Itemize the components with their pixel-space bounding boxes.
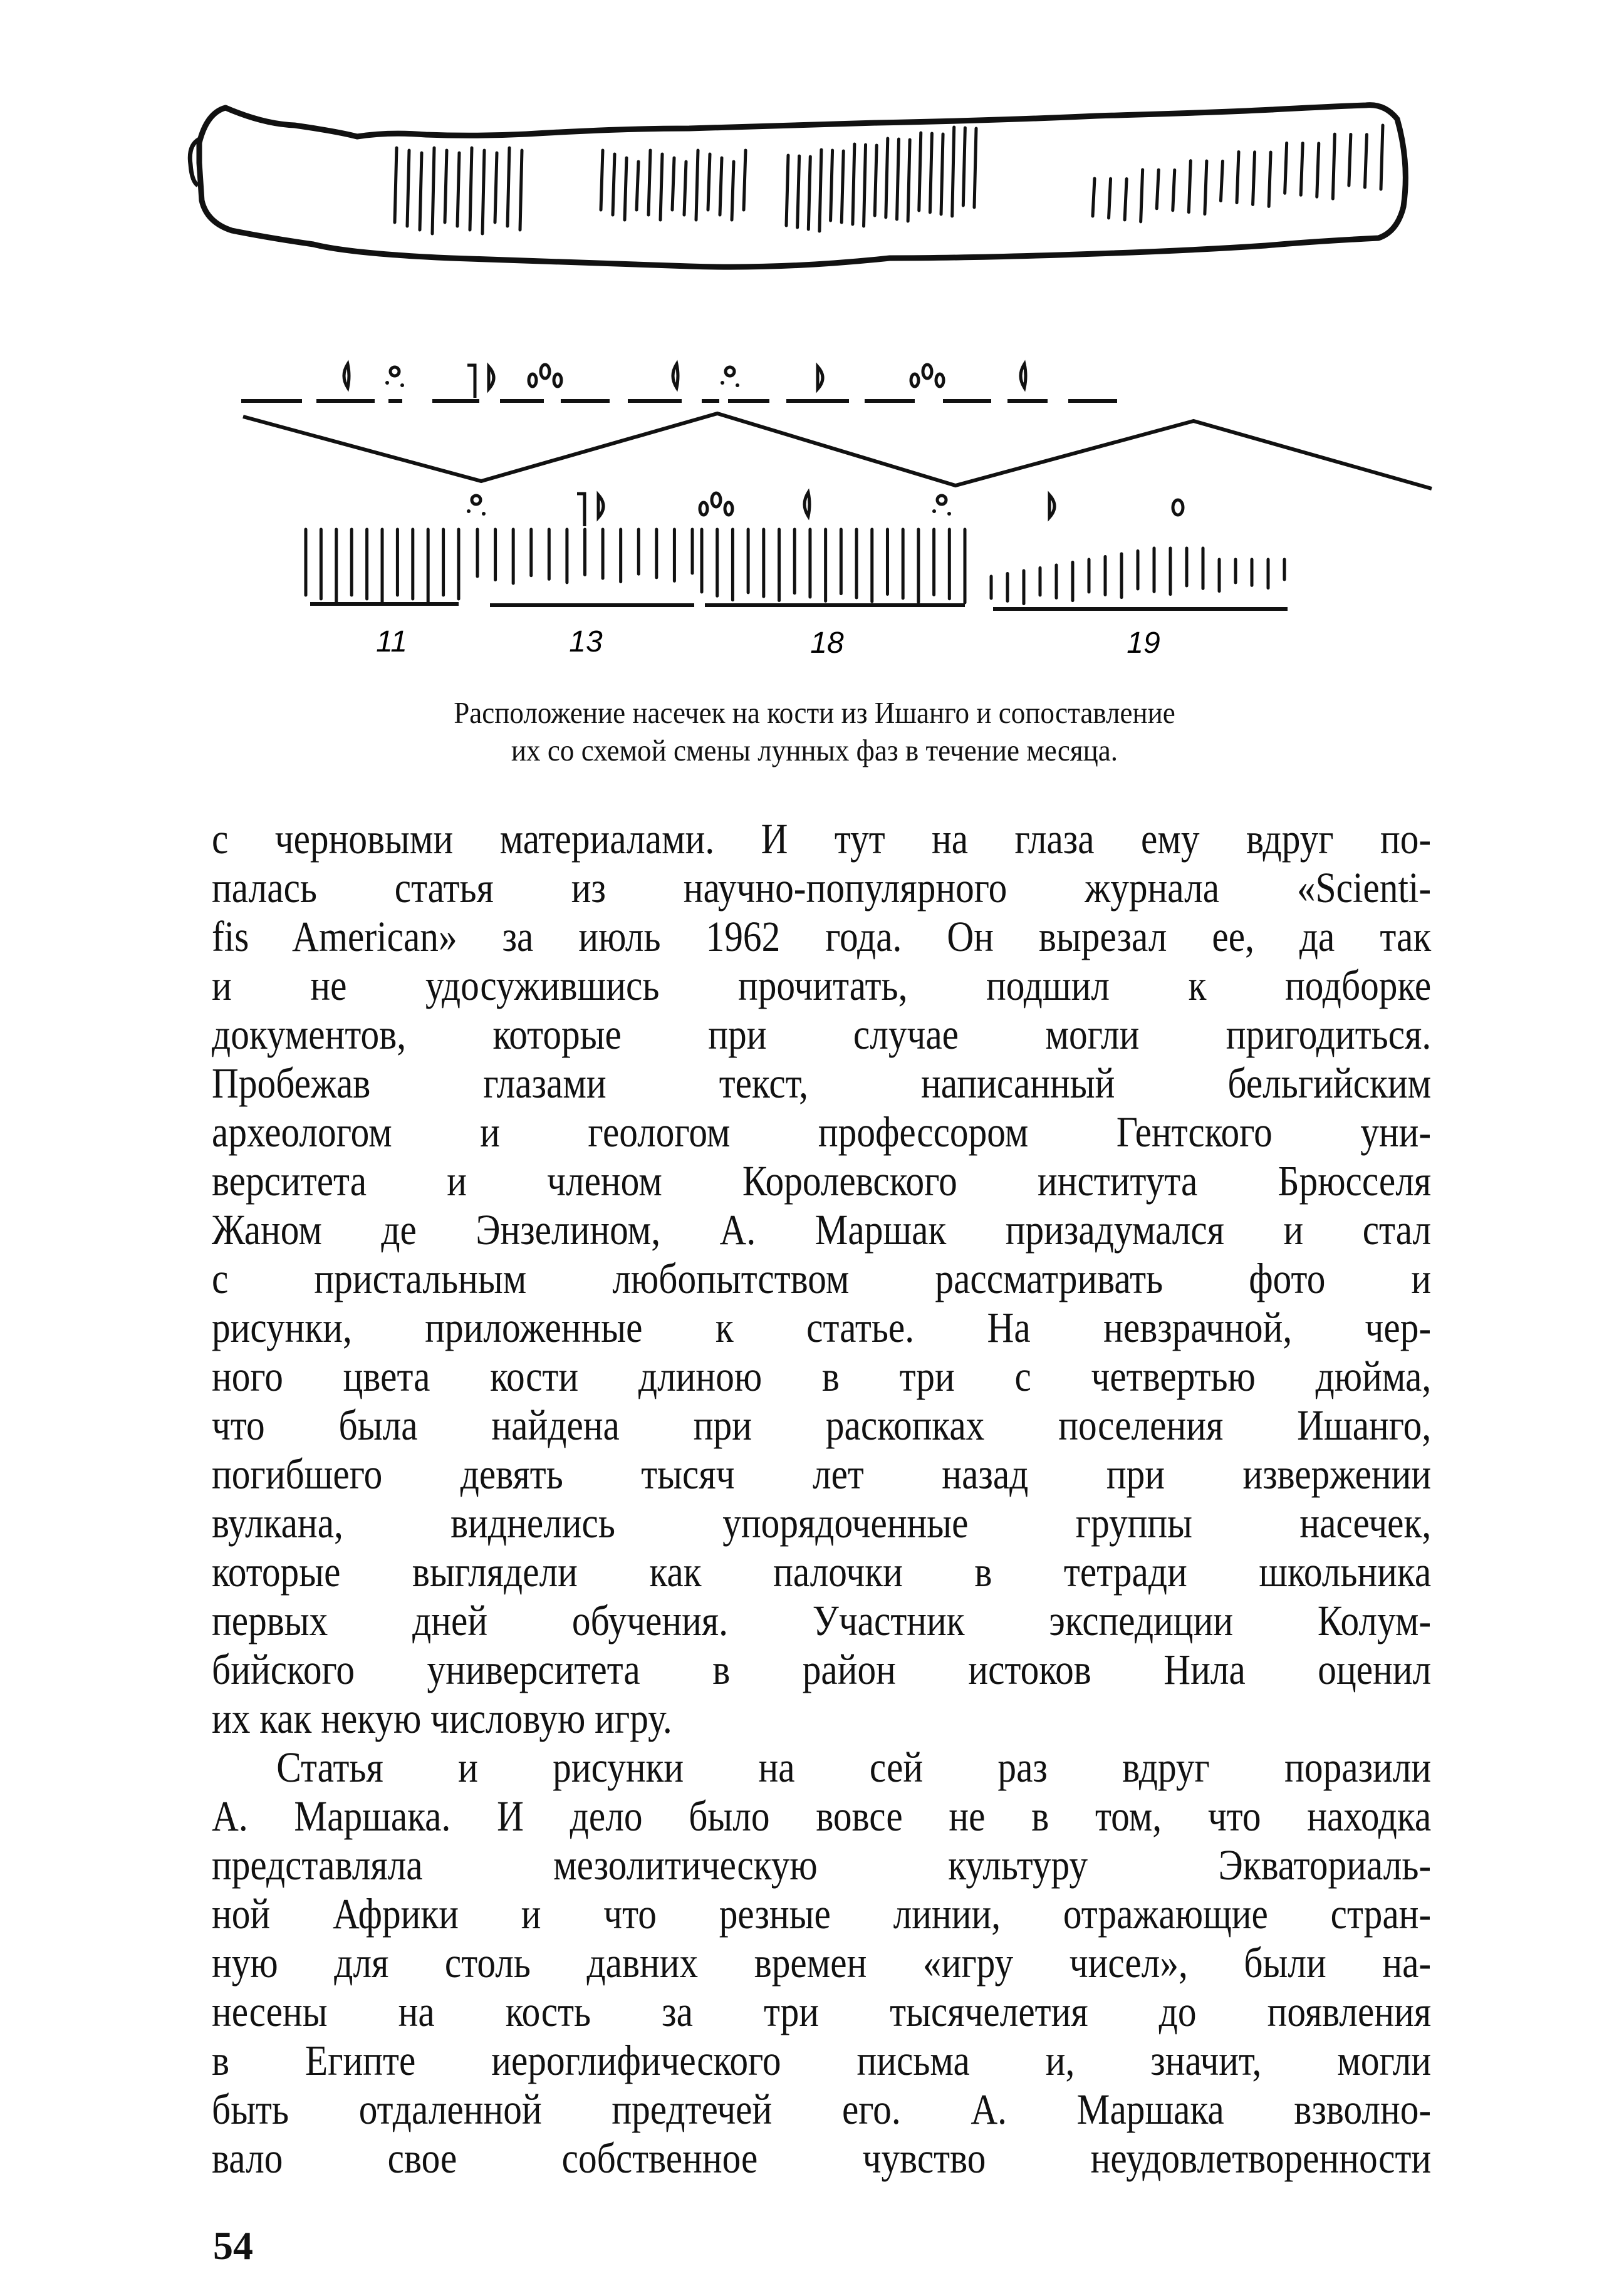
- full-moon-symbol: [911, 374, 919, 387]
- bone-notch: [1109, 179, 1111, 218]
- quarter-moon-symbol: [1049, 495, 1054, 517]
- body-line: которые выглядели как палочки в тетради школьника: [212, 1548, 1432, 1596]
- bone-notch: [1093, 179, 1095, 216]
- page-number: 54: [213, 2223, 253, 2268]
- bone-notch: [974, 128, 976, 207]
- bone-notch-groups: [395, 125, 1383, 234]
- bone-notch: [432, 148, 434, 234]
- full-moon-symbol: [923, 365, 932, 378]
- body-line: несены на кость за три тысячелетия до появления: [212, 1988, 1432, 2035]
- bone-notch: [445, 150, 447, 222]
- bone-notch: [508, 148, 509, 226]
- bone-notch: [1205, 161, 1207, 214]
- bone-notch: [1333, 134, 1335, 199]
- new-moon-dot: [385, 381, 389, 385]
- body-line: с пристальным любопытством рассматривать фото и: [212, 1255, 1432, 1302]
- body-line: археологом и геологом профессором Гентского уни-: [212, 1108, 1432, 1156]
- bone-notch: [660, 154, 662, 220]
- bone-notch: [886, 138, 888, 217]
- body-line: первых дней обучения. Участник экспедиции Колум-: [212, 1597, 1432, 1644]
- body-line: ной Африки и что резные линии, отражающие стран-: [212, 1890, 1432, 1938]
- body-line: Статья и рисунки на сей раз вдруг поразили: [276, 1743, 1432, 1791]
- bone-notch: [1253, 152, 1255, 205]
- body-line: их как некую числовую игру.: [212, 1695, 672, 1742]
- bone-notch: [875, 145, 877, 216]
- full-moon-symbol: [1173, 500, 1183, 515]
- bone-notch: [808, 157, 810, 229]
- bone-notch: [897, 139, 898, 219]
- body-line: вало свое собственное чувство неудовлетворенности: [212, 2134, 1432, 2182]
- body-line: рисунки, приложенные к статье. На невзрачной, чер-: [212, 1304, 1432, 1351]
- quarter-moon-symbol: [489, 366, 494, 389]
- body-line: с черновыми материалами. И тут на глаза ему вдруг по-: [212, 815, 1432, 863]
- ishango-bone-figure: [0, 0, 1624, 677]
- bone-outline: [199, 105, 1405, 267]
- lunar-phase-reference-line: [241, 364, 1117, 401]
- body-line: ного цвета кости длиною в три с четвертью дюйма,: [212, 1353, 1432, 1400]
- bone-notch: [864, 145, 866, 226]
- bone-notch: [1173, 170, 1175, 210]
- bone-notch: [1189, 161, 1190, 212]
- bone-notch: [672, 158, 674, 210]
- group-label-19: 19: [1127, 626, 1160, 660]
- crescent-moon-symbol: [673, 364, 678, 388]
- bone-notch: [1125, 179, 1127, 220]
- body-line: и не удосужившись прочитать, подшил к подборке: [212, 962, 1432, 1009]
- bone-notch: [1285, 143, 1287, 193]
- bone-notch: [395, 148, 397, 222]
- new-moon-symbol: [726, 367, 734, 376]
- crescent-moon-symbol: [344, 364, 349, 388]
- full-moon-symbol: [529, 374, 536, 387]
- notch-comb: [306, 529, 1284, 604]
- bone-notch: [601, 150, 603, 210]
- bone-notch: [952, 127, 954, 216]
- body-line: палась статья из научно-популярного журнала «Scienti-: [212, 864, 1432, 912]
- bone-notch: [1237, 152, 1239, 203]
- bone-notch: [1157, 170, 1158, 209]
- body-line: вулкана, виднелись упорядоченные группы насечек,: [212, 1499, 1432, 1547]
- body-line: А. Маршака. И дело было вовсе не в том, что находка: [212, 1792, 1432, 1840]
- group-label-11: 11: [376, 625, 407, 658]
- bone-notch: [1381, 125, 1383, 189]
- quarter-moon-symbol: [598, 495, 603, 517]
- bone-notch: [963, 128, 965, 205]
- bone-notch: [482, 150, 484, 234]
- bone-notch: [908, 140, 910, 221]
- bone-notch: [853, 144, 855, 224]
- caption-line: Расположение насечек на кости из Ишанго и сопоставление: [454, 695, 1175, 730]
- new-moon-dot: [932, 509, 936, 513]
- arrow-symbol: [577, 494, 585, 526]
- bone-notch: [457, 153, 459, 226]
- bone-notch: [732, 162, 734, 220]
- bone-notch: [1141, 170, 1143, 222]
- full-moon-symbol: [554, 374, 561, 387]
- bone-notch: [831, 150, 833, 221]
- bone-notch: [407, 150, 409, 226]
- group-label-18: 18: [810, 626, 844, 660]
- body-line: в Египте иероглифического письма и, значит, могли: [212, 2037, 1432, 2084]
- body-line: документов, которые при случае могли пригодиться.: [212, 1010, 1432, 1058]
- crescent-moon-symbol: [1021, 364, 1026, 388]
- new-moon-symbol: [390, 367, 399, 376]
- body-line: быть отдаленной предтечей его. А. Маршака взволно-: [212, 2086, 1432, 2133]
- new-moon-dot: [482, 512, 486, 516]
- bone-notch: [798, 156, 799, 227]
- new-moon-dot: [721, 381, 724, 385]
- figure-caption: [261, 694, 1368, 769]
- body-line: бийского университета в район истоков Нила оценил: [212, 1646, 1432, 1693]
- body-line: fis American» за июль 1962 года. Он вырезал ее, да так: [212, 913, 1432, 960]
- bone-notch: [684, 162, 686, 215]
- new-moon-symbol: [472, 496, 481, 504]
- bone-notch: [637, 162, 638, 210]
- bone-notch: [708, 154, 710, 210]
- bone-notch: [941, 134, 943, 214]
- full-moon-symbol: [700, 502, 707, 515]
- bone-notch: [1365, 135, 1366, 187]
- body-text: [212, 814, 1431, 2183]
- full-moon-symbol: [541, 365, 549, 378]
- bone-notch: [648, 150, 650, 215]
- bone-notch: [495, 153, 497, 222]
- bone-notch: [1301, 143, 1303, 195]
- bone-notch: [696, 150, 698, 220]
- bone-notch: [613, 154, 615, 215]
- body-line: ную для столь давних времен «игру чисел», были на-: [212, 1939, 1432, 1987]
- body-line: Пробежав глазами текст, написанный бельгийским: [212, 1059, 1432, 1107]
- body-line: погибшего девять тысяч лет назад при извержении: [212, 1450, 1432, 1498]
- bone-notch: [786, 155, 788, 226]
- bone-notch: [1269, 152, 1271, 206]
- crescent-moon-symbol: [804, 492, 809, 516]
- arrow-symbol: [467, 365, 475, 398]
- lunar-phase-symbols-bottom: [467, 492, 1183, 526]
- lunar-cycle-zigzag: [243, 413, 1432, 489]
- bone-notch: [820, 150, 821, 231]
- full-moon-symbol: [725, 502, 732, 515]
- body-line: представляла мезолитическую культуру Экваториаль-: [212, 1841, 1432, 1889]
- bone-notch: [470, 148, 472, 230]
- new-moon-dot: [947, 512, 951, 516]
- bone-notch: [919, 133, 921, 210]
- bone-notch: [1317, 143, 1319, 197]
- new-moon-dot: [736, 383, 739, 387]
- bone-notch: [1221, 161, 1222, 200]
- quarter-moon-symbol: [818, 366, 823, 389]
- body-line: что была найдена при раскопках поселения Ишанго,: [212, 1401, 1432, 1449]
- bone-notch: [720, 158, 722, 215]
- bone-notch: [520, 150, 522, 230]
- new-moon-symbol: [937, 496, 946, 504]
- caption-line: их со схемой смены лунных фаз в течение месяца.: [511, 733, 1118, 767]
- bone-notch: [1349, 134, 1351, 185]
- bone-notch: [625, 158, 627, 220]
- body-line: Жаном де Энзелином, А. Маршак призадумался и стал: [212, 1206, 1432, 1254]
- new-moon-dot: [400, 383, 404, 387]
- bone-notch: [744, 150, 746, 210]
- group-label-13: 13: [569, 625, 603, 658]
- bone-notch: [841, 151, 843, 222]
- new-moon-dot: [467, 509, 471, 513]
- body-line: верситета и членом Королевского института Брюсселя: [212, 1157, 1432, 1205]
- bone-notch: [930, 133, 932, 212]
- bone-notch: [420, 153, 422, 230]
- full-moon-symbol: [712, 493, 721, 507]
- full-moon-symbol: [936, 374, 944, 387]
